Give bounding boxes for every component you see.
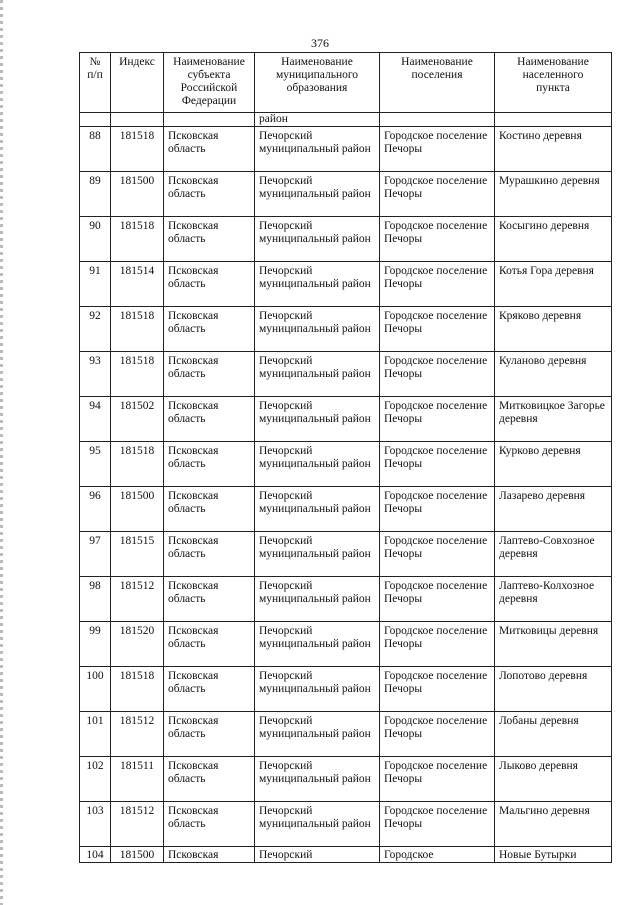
- cell-settlement: Городское поселение Печоры: [380, 532, 495, 577]
- cell-num: 102: [80, 757, 111, 802]
- cell-index: 181500: [111, 172, 164, 217]
- cell-subject: Псковская область: [164, 307, 255, 352]
- cell-municipality: Печорский муниципальный район: [255, 532, 380, 577]
- table-row: [80, 172, 612, 217]
- cell-municipality: Печорский: [255, 847, 380, 863]
- localities-table: [79, 52, 612, 863]
- cell-locality: Костино деревня: [495, 127, 612, 172]
- cell-subject: Псковская область: [164, 532, 255, 577]
- table-row: [80, 622, 612, 667]
- header-cell: № п/п: [80, 53, 111, 113]
- cell-settlement: Городское поселение Печоры: [380, 127, 495, 172]
- table-row: [80, 217, 612, 262]
- cell-settlement: Городское поселение Печоры: [380, 487, 495, 532]
- cell-settlement: Городское поселение Печоры: [380, 352, 495, 397]
- cell-subject: Псковская область: [164, 352, 255, 397]
- table-row: [80, 577, 612, 622]
- cell-index: 181502: [111, 397, 164, 442]
- cell-index: 181518: [111, 127, 164, 172]
- cell-index: 181518: [111, 442, 164, 487]
- cell-municipality: Печорский муниципальный район: [255, 757, 380, 802]
- cell-num: 98: [80, 577, 111, 622]
- cell-locality: Лазарево деревня: [495, 487, 612, 532]
- cell-locality: Курково деревня: [495, 442, 612, 487]
- cell-index: 181500: [111, 847, 164, 863]
- cell-num: 89: [80, 172, 111, 217]
- cell-locality: Мурашкино деревня: [495, 172, 612, 217]
- cell-num: 92: [80, 307, 111, 352]
- cell-municipality: Печорский муниципальный район: [255, 127, 380, 172]
- header-cell: Наименование субъекта Российской Федерации: [164, 53, 255, 113]
- cell-index: 181500: [111, 487, 164, 532]
- continuation-row: [80, 113, 612, 127]
- cell-num: 104: [80, 847, 111, 863]
- cell-subject: Псковская область: [164, 712, 255, 757]
- cell-municipality: Печорский муниципальный район: [255, 802, 380, 847]
- cell-index: 181518: [111, 307, 164, 352]
- table-row: [80, 262, 612, 307]
- cell-subject: Псковская область: [164, 217, 255, 262]
- cell-index: 181512: [111, 712, 164, 757]
- cell-locality: Куланово деревня: [495, 352, 612, 397]
- cell-index: 181511: [111, 757, 164, 802]
- cell-municipality: Печорский муниципальный район: [255, 307, 380, 352]
- cell-subject: Псковская область: [164, 172, 255, 217]
- cell-num: 103: [80, 802, 111, 847]
- cell-settlement: Городское поселение Печоры: [380, 577, 495, 622]
- cell-municipality: Печорский муниципальный район: [255, 712, 380, 757]
- cell-index: 181515: [111, 532, 164, 577]
- table-row: [80, 307, 612, 352]
- cell-locality: Котья Гора деревня: [495, 262, 612, 307]
- header-cell: Наименование поселения: [380, 53, 495, 113]
- cell-index: 181520: [111, 622, 164, 667]
- cell-locality: Лобаны деревня: [495, 712, 612, 757]
- scan-edge: [0, 0, 3, 905]
- table-row: [80, 667, 612, 712]
- table-row: [80, 712, 612, 757]
- cell-settlement: Городское поселение Печоры: [380, 622, 495, 667]
- cell-index: 181518: [111, 217, 164, 262]
- cell-municipality: Печорский муниципальный район: [255, 352, 380, 397]
- cell-num: 100: [80, 667, 111, 712]
- cell-municipality: Печорский муниципальный район: [255, 217, 380, 262]
- cell-index: 181514: [111, 262, 164, 307]
- cell-municipality: Печорский муниципальный район: [255, 172, 380, 217]
- cell-settlement: Городское поселение Печоры: [380, 172, 495, 217]
- table-row: [80, 352, 612, 397]
- cell-subject: Псковская область: [164, 487, 255, 532]
- cell-municipality: Печорский муниципальный район: [255, 667, 380, 712]
- continuation-cell: район: [255, 113, 380, 127]
- cell-municipality: Печорский муниципальный район: [255, 442, 380, 487]
- cell-index: 181512: [111, 577, 164, 622]
- cell-num: 101: [80, 712, 111, 757]
- cell-num: 95: [80, 442, 111, 487]
- cell-num: 94: [80, 397, 111, 442]
- table-row: [80, 442, 612, 487]
- cell-num: 91: [80, 262, 111, 307]
- cell-municipality: Печорский муниципальный район: [255, 487, 380, 532]
- table-row: [80, 802, 612, 847]
- header-cell: Наименование муниципального образования: [255, 53, 380, 113]
- cell-subject: Псковская область: [164, 262, 255, 307]
- cell-municipality: Печорский муниципальный район: [255, 577, 380, 622]
- cell-locality: Лаптево-Совхозное деревня: [495, 532, 612, 577]
- cell-settlement: Городское: [380, 847, 495, 863]
- cell-subject: Псковская область: [164, 802, 255, 847]
- cell-municipality: Печорский муниципальный район: [255, 622, 380, 667]
- cell-municipality: Печорский муниципальный район: [255, 262, 380, 307]
- cell-index: 181518: [111, 352, 164, 397]
- cell-settlement: Городское поселение Печоры: [380, 217, 495, 262]
- cell-settlement: Городское поселение Печоры: [380, 712, 495, 757]
- cell-num: 97: [80, 532, 111, 577]
- header-row: [80, 53, 612, 113]
- cell-locality: Лаптево-Колхозное деревня: [495, 577, 612, 622]
- table-row: [80, 847, 612, 863]
- header-cell: Индекс: [111, 53, 164, 113]
- cell-index: 181512: [111, 802, 164, 847]
- header-cell: Наименование населенного пункта: [495, 53, 612, 113]
- cell-num: 99: [80, 622, 111, 667]
- table-row: [80, 127, 612, 172]
- cell-settlement: Городское поселение Печоры: [380, 307, 495, 352]
- table-row: [80, 487, 612, 532]
- cell-locality: Лыково деревня: [495, 757, 612, 802]
- cell-locality: Митковицы деревня: [495, 622, 612, 667]
- cell-subject: Псковская: [164, 847, 255, 863]
- cell-num: 96: [80, 487, 111, 532]
- cell-index: 181518: [111, 667, 164, 712]
- page-number: 376: [311, 36, 329, 50]
- cell-subject: Псковская область: [164, 397, 255, 442]
- cell-settlement: Городское поселение Печоры: [380, 757, 495, 802]
- table-row: [80, 397, 612, 442]
- cell-num: 93: [80, 352, 111, 397]
- cell-locality: Кряково деревня: [495, 307, 612, 352]
- table-row: [80, 757, 612, 802]
- cell-locality: Лопотово деревня: [495, 667, 612, 712]
- cell-settlement: Городское поселение Печоры: [380, 667, 495, 712]
- cell-settlement: Городское поселение Печоры: [380, 397, 495, 442]
- cell-subject: Псковская область: [164, 757, 255, 802]
- cell-locality: Мальгино деревня: [495, 802, 612, 847]
- cell-municipality: Печорский муниципальный район: [255, 397, 380, 442]
- cell-settlement: Городское поселение Печоры: [380, 442, 495, 487]
- cell-subject: Псковская область: [164, 127, 255, 172]
- cell-settlement: Городское поселение Печоры: [380, 262, 495, 307]
- cell-locality: Митковицкое Загорье деревня: [495, 397, 612, 442]
- cell-subject: Псковская область: [164, 622, 255, 667]
- cell-subject: Псковская область: [164, 667, 255, 712]
- cell-subject: Псковская область: [164, 577, 255, 622]
- cell-num: 88: [80, 127, 111, 172]
- cell-locality: Новые Бутырки: [495, 847, 612, 863]
- cell-settlement: Городское поселение Печоры: [380, 802, 495, 847]
- table-row: [80, 532, 612, 577]
- cell-num: 90: [80, 217, 111, 262]
- cell-locality: Косыгино деревня: [495, 217, 612, 262]
- cell-subject: Псковская область: [164, 442, 255, 487]
